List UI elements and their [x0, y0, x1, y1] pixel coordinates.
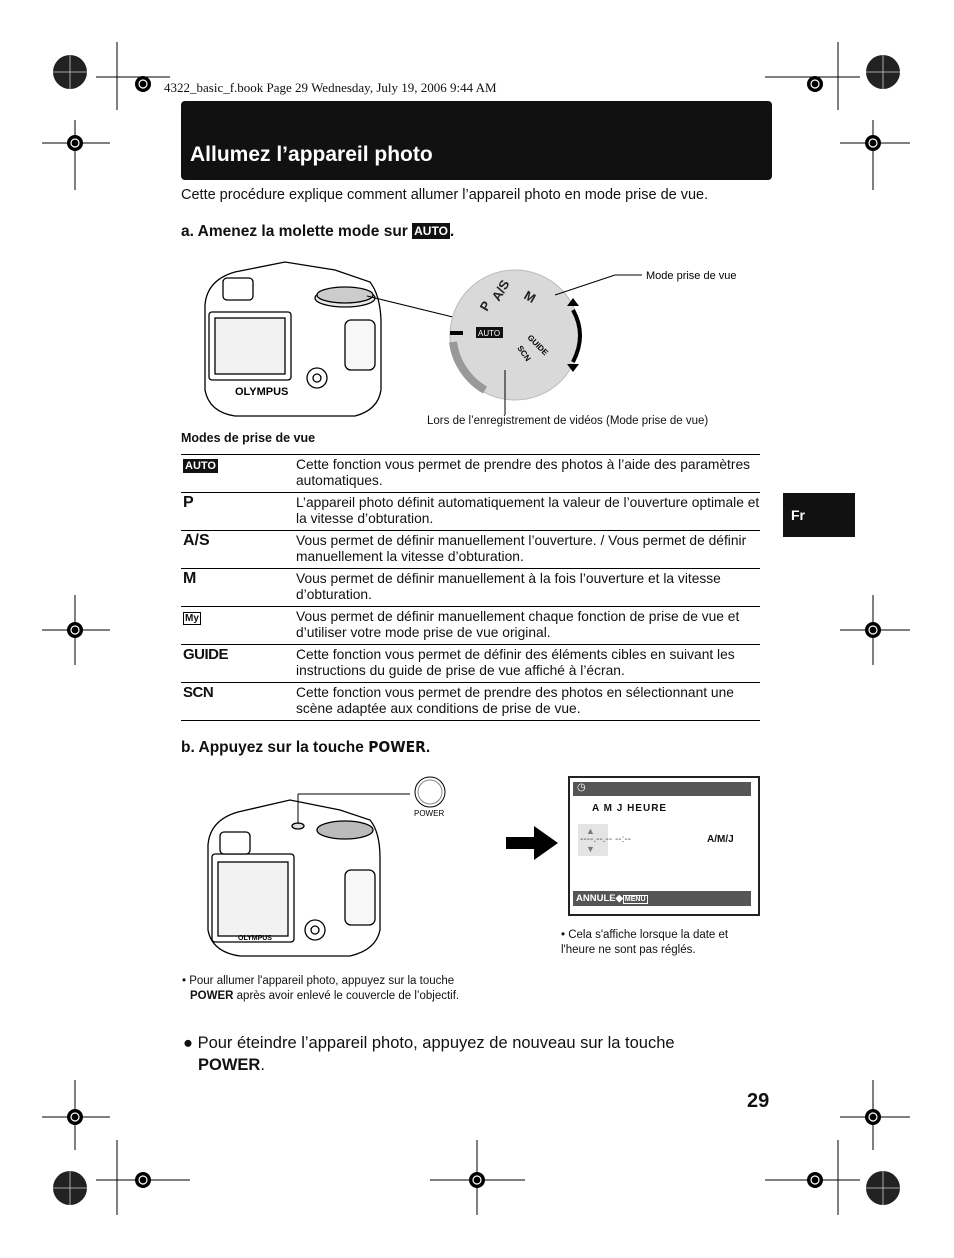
camera-brand-b: OLYMPUS: [238, 935, 272, 942]
screen-top-bar: [573, 782, 751, 796]
clock-icon: ◷: [577, 782, 586, 793]
power-note-line1: • Pour allumer l'appareil photo, appuyez sur la touche: [182, 975, 455, 987]
dial-label-as: A/S: [488, 277, 513, 304]
mode-description: Vous permet de définir manuellement chaque fonction de prise de vue et d’utiliser votre mode prise de vue original.: [296, 607, 760, 645]
step-a-text: a. Amenez la molette mode sur: [181, 223, 413, 240]
mode-description: L’appareil photo définit automatiquement la valeur de l’ouverture optimale et la vitesse d’obturation.: [296, 493, 760, 531]
intro-text: Cette procédure explique comment allumer l’appareil photo en mode prise de vue.: [181, 187, 709, 203]
power-key-inline: POWER: [190, 990, 234, 1002]
screen-cancel: ANNULE◆ MENU: [576, 893, 646, 904]
screen-date-value: ----.--.-- --:--: [580, 834, 632, 845]
mode-label-top: Mode prise de vue: [646, 270, 737, 282]
language-tab-label: Fr: [791, 507, 805, 523]
cancel-label: ANNULE: [576, 893, 616, 904]
lcd-screen: [568, 776, 760, 916]
book-header-line: 4322_basic_f.book Page 29 Wednesday, July 19, 2006 9:44 AM: [164, 80, 497, 95]
step-b-text: b. Appuyez sur la touche: [181, 739, 369, 756]
dial-label-guide: GUIDE: [525, 333, 550, 358]
table-row: [181, 531, 760, 569]
mode-symbol: A/S: [181, 531, 296, 569]
bullet-icon: ●: [183, 1034, 193, 1052]
power-off-instruction: [183, 1032, 675, 1076]
power-off-suffix: .: [260, 1056, 265, 1074]
mode-description: Cette fonction vous permet de prendre des photos à l’aide des paramètres automatiques.: [296, 455, 760, 493]
mode-symbol: M: [181, 569, 296, 607]
table-row: [181, 683, 760, 721]
video-mode-caption: Lors de l’enregistrement de vidéos (Mode prise de vue): [427, 415, 709, 427]
table-row: [181, 607, 760, 645]
mode-description: Vous permet de définir manuellement l’ouverture. / Vous permet de définir manuellement la vitesse d’obturation.: [296, 531, 760, 569]
screen-date-header: A M J HEURE: [592, 803, 668, 814]
mode-symbol: AUTO: [185, 460, 216, 472]
mode-dial-figure: [195, 250, 775, 435]
camera-brand: OLYMPUS: [235, 386, 289, 398]
mode-symbol: GUIDE: [183, 646, 229, 663]
page-number: 29: [747, 1090, 770, 1112]
menu-key-icon: MENU: [624, 896, 646, 903]
mode-description: Vous permet de définir manuellement à la fois l’ouverture et la vitesse d’obturation.: [296, 569, 760, 607]
down-arrow-icon: ▼: [586, 844, 595, 854]
page-title: Allumez l’appareil photo: [190, 143, 433, 166]
title-bar: [181, 101, 772, 180]
dial-label-m: M: [521, 287, 539, 307]
mode-description: Cette fonction vous permet de prendre des photos en sélectionnant une scène adaptée aux conditions de prise de vue.: [296, 683, 760, 721]
power-key-label: POWER: [368, 738, 426, 756]
table-row: [181, 569, 760, 607]
table-row: [181, 645, 760, 683]
power-key-final: POWER: [198, 1056, 261, 1074]
power-note-line2: [190, 989, 459, 1004]
dial-label-auto: AUTO: [478, 329, 501, 338]
dial-label-p: P: [476, 298, 494, 314]
dial-label-scn: SCN: [515, 343, 533, 363]
screen-date-format: A/M/J: [707, 834, 734, 845]
mode-symbol: P: [181, 493, 296, 531]
auto-badge: AUTO: [414, 224, 448, 238]
step-b-suffix: .: [425, 739, 431, 756]
mode-symbol: SCN: [183, 684, 214, 701]
step-a-suffix: .: [449, 223, 455, 240]
power-off-text: Pour éteindre l’appareil photo, appuyez de nouveau sur la touche: [197, 1034, 675, 1052]
power-button-label: POWER: [414, 809, 445, 818]
modes-table: [181, 454, 760, 721]
step-b-heading: [181, 738, 430, 757]
up-arrow-icon: ▲: [586, 826, 595, 836]
mode-description: Cette fonction vous permet de définir des éléments cibles en suivant les instructions du guide de prise de vue affiché à l’écran.: [296, 645, 760, 683]
power-note-rest: après avoir enlevé le couvercle de l’objectif.: [233, 990, 460, 1002]
power-camera-figure: [200, 770, 460, 970]
table-row: [181, 493, 760, 531]
screen-bottom-bar: [573, 891, 751, 906]
step-a-heading: [181, 223, 454, 241]
modes-heading: Modes de prise de vue: [181, 431, 316, 445]
language-tab: [783, 493, 855, 537]
my-mode-icon: My: [185, 613, 199, 624]
screen-note: • Cela s'affiche lorsque la date et l'heure ne sont pas réglés.: [561, 929, 729, 956]
right-arrow-icon: [506, 826, 558, 860]
table-row: [181, 455, 760, 493]
